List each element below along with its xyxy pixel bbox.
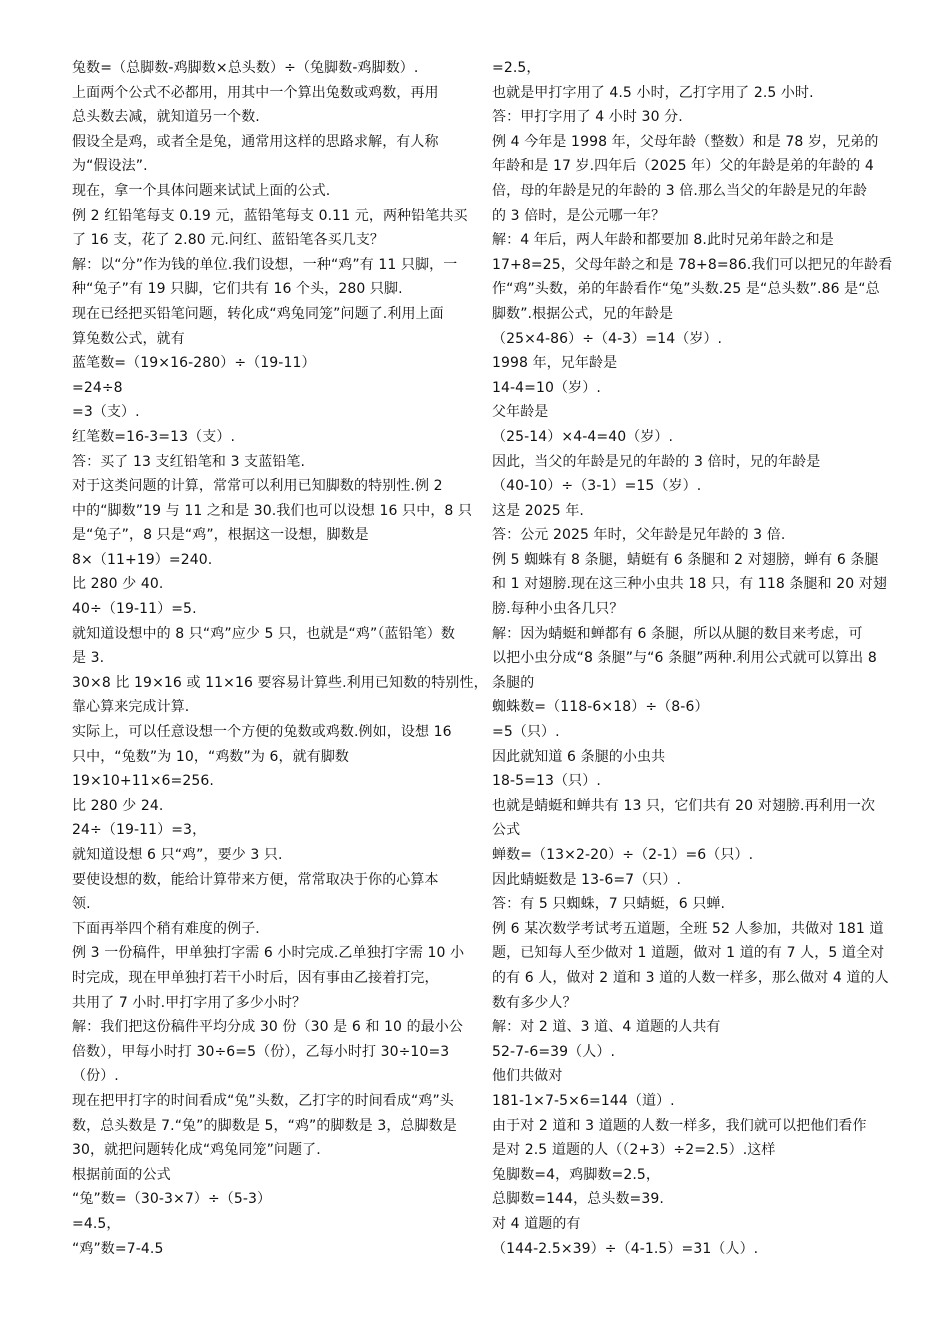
text-line: 答：买了 13 支红铅笔和 3 支蓝铅笔.	[72, 453, 306, 470]
text-line: 蝉数=（13×2-20）÷（2-1）=6（只）.	[492, 847, 754, 863]
left-text-column	[72, 56, 488, 1261]
text-line: 解：4 年后，两人年龄和都要加 8.此时兄弟年龄之和是	[492, 232, 834, 249]
text-line: 现在把甲打字的时间看成“兔”头数，乙打字的时间看成“鸡”头	[72, 1092, 454, 1109]
text-line: 共用了 7 小时.甲打字用了多少小时？	[72, 994, 307, 1011]
text-line: 的 3 倍时，是公元哪一年？	[492, 207, 666, 224]
text-line: 公式	[492, 822, 521, 839]
text-line: （25-14）×4-4=40（岁）.	[492, 428, 674, 445]
text-line: 例 2 红铅笔每支 0.19 元，蓝铅笔每支 0.11 元，两种铅笔共买	[72, 207, 468, 224]
text-line: 红笔数=16-3=13（支）.	[72, 428, 235, 445]
text-line: 和 1 对翅膀.现在这三种小虫共 18 只，有 118 条腿和 20 对翅	[492, 576, 888, 593]
right-text-column	[492, 56, 893, 1261]
text-line: 因此就知道 6 条腿的小虫共	[492, 748, 666, 765]
text-line: 膀.每种小虫各几只？	[492, 601, 624, 618]
text-line: 对于这类问题的计算，常常可以利用已知脚数的特别性.例 2	[72, 478, 443, 495]
text-line: 实际上，可以任意设想一个方便的兔数或鸡数.例如，设想 16	[72, 724, 452, 741]
text-line: 假设全是鸡，或者全是兔，通常用这样的思路求解，有人称	[72, 133, 439, 150]
text-line: 是“兔子”，8 只是“鸡”，根据这一设想，脚数是	[72, 527, 369, 544]
text-line: 比 280 少 40.	[72, 576, 164, 593]
text-line: 是对 2.5 道题的人（（2+3）÷2=2.5）.这样	[492, 1142, 776, 1159]
text-line: 兔脚数=4，鸡脚数=2.5，	[492, 1166, 661, 1183]
text-line: 8×（11+19）=240.	[72, 551, 213, 568]
text-line: 上面两个公式不必都用，用其中一个算出兔数或鸡数，再用	[72, 84, 439, 101]
text-line: 中的“脚数”19 与 11 之和是 30.我们也可以设想 16 只中，8 只	[72, 502, 473, 519]
text-line: 解：我们把这份稿件平均分成 30 份（30 是 6 和 10 的最小公	[72, 1019, 464, 1036]
text-line: 以把小虫分成“8 条腿”与“6 条腿”两种.利用公式就可以算出 8	[492, 650, 877, 667]
text-line: 为“假设法”.	[72, 158, 148, 175]
text-line: 因此，当父的年龄是兄的年龄的 3 倍时，兄的年龄是	[492, 453, 821, 470]
text-line: 181-1×7-5×6=144（道）.	[492, 1092, 675, 1109]
text-line: “鸡”数=7-4.5	[72, 1240, 164, 1257]
text-line: 例 5 蜘蛛有 8 条腿，蜻蜓有 6 条腿和 2 对翅膀，蝉有 6 条腿	[492, 551, 879, 568]
text-line: 也就是蜻蜓和蝉共有 13 只，它们共有 20 对翅膀.再利用一次	[492, 797, 876, 814]
text-line: 40÷（19-11）=5.	[72, 601, 197, 618]
text-line: 脚数”.根据公式，兄的年龄是	[492, 305, 674, 322]
text-line: 兔数=（总脚数-鸡脚数×总头数）÷（兔脚数-鸡脚数）.	[72, 60, 419, 76]
text-line: 例 3 一份稿件，甲单独打字需 6 小时完成.乙单独打字需 10 小	[72, 945, 465, 962]
text-line: 例 4 今年是 1998 年，父母年龄（整数）和是 78 岁，兄弟的	[492, 133, 879, 150]
text-line: 这是 2025 年.	[492, 502, 584, 519]
text-line: 解：因为蜻蜓和蝉都有 6 条腿，所以从腿的数目来考虑，可	[492, 625, 863, 642]
text-line: 总脚数=144，总头数=39.	[492, 1191, 664, 1208]
text-line: 就知道设想 6 只“鸡”，要少 3 只.	[72, 847, 283, 863]
text-line: （份）.	[72, 1068, 119, 1085]
text-line: 18-5=13（只）.	[492, 773, 601, 790]
text-line: 17+8=25，父母年龄之和是 78+8=86.我们可以把兄的年龄看	[492, 256, 893, 273]
text-line: 蜘蛛数=（118-6×18）÷（8-6）	[492, 699, 709, 716]
text-line: 由于对 2 道和 3 道题的人数一样多，我们就可以把他们看作	[492, 1117, 867, 1134]
text-line: 了 16 支，花了 2.80 元.问红、蓝铅笔各买几支？	[72, 232, 385, 249]
text-line: 他们共做对	[492, 1068, 563, 1085]
text-line: 现在已经把买铅笔问题，转化成“鸡兔同笼”问题了.利用上面	[72, 305, 444, 322]
text-line: 题，已知每人至少做对 1 道题，做对 1 道的有 7 人，5 道全对	[492, 945, 885, 962]
text-line: 靠心算来完成计算.	[72, 699, 190, 716]
text-line: 种“兔子”有 19 只脚，它们共有 16 个头，280 只脚.	[72, 281, 403, 298]
text-line: 52-7-6=39（人）.	[492, 1043, 616, 1060]
text-line: 总头数去减，就知道另一个数.	[72, 109, 260, 126]
text-line: 对 4 道题的有	[492, 1215, 581, 1232]
text-line: 是 3.	[72, 650, 105, 667]
text-line: 领.	[72, 896, 91, 913]
text-line: 的有 6 人，做对 2 道和 3 道的人数一样多，那么做对 4 道的人	[492, 969, 889, 986]
text-line: =2.5，	[492, 60, 541, 76]
text-line: 算兔数公式，就有	[72, 330, 185, 347]
text-line: 年龄和是 17 岁.四年后（2025 年）父的年龄是弟的年龄的 4	[492, 158, 874, 175]
text-line: 下面再举四个稍有难度的例子.	[72, 920, 260, 937]
text-line: 答：有 5 只蜘蛛，7 只蜻蜓，6 只蝉.	[492, 896, 726, 913]
text-line: =24÷8	[72, 379, 123, 396]
text-line: 解：以“分”作为钱的单位.我们设想，一种“鸡”有 11 只脚，一	[72, 256, 458, 273]
text-line: 蓝笔数=（19×16-280）÷（19-11）	[72, 355, 316, 372]
text-line: 倍，母的年龄是兄的年龄的 3 倍.那么当父的年龄是兄的年龄	[492, 182, 868, 199]
text-line: 比 280 少 24.	[72, 797, 164, 814]
text-line: （40-10）÷（3-1）=15（岁）.	[492, 478, 702, 495]
text-line: 父年龄是	[492, 404, 549, 421]
text-line: 答：公元 2025 年时，父年龄是兄年龄的 3 倍.	[492, 527, 786, 544]
text-line: 数，总头数是 7.“兔”的脚数是 5，“鸡”的脚数是 3，总脚数是	[72, 1117, 457, 1134]
text-line: 24÷（19-11）=3，	[72, 822, 207, 839]
text-line: 时完成，现在甲单独打若干小时后，因有事由乙接着打完，	[72, 969, 439, 986]
text-line: 因此蜻蜓数是 13-6=7（只）.	[492, 871, 682, 888]
text-line: 数有多少人？	[492, 994, 577, 1011]
text-line: 只中，“兔数”为 10，“鸡数”为 6，就有脚数	[72, 748, 350, 765]
text-line: 根据前面的公式	[72, 1166, 171, 1183]
text-line: =5（只）.	[492, 724, 560, 741]
text-line: =4.5，	[72, 1215, 121, 1232]
text-line: 1998 年，兄年龄是	[492, 355, 618, 372]
text-line: 14-4=10（岁）.	[492, 379, 601, 396]
text-line: 19×10+11×6=256.	[72, 773, 214, 790]
text-line: 30，就把问题转化成“鸡兔同笼”问题了.	[72, 1142, 321, 1159]
text-line: （144-2.5×39）÷（4-1.5）=31（人）.	[492, 1240, 759, 1257]
text-line: 要使设想的数，能给计算带来方便，常常取决于你的心算本	[72, 871, 439, 888]
text-line: 作“鸡”头数，弟的年龄看作“兔”头数.25 是“总头数”.86 是“总	[492, 281, 880, 298]
text-line: 条腿的	[492, 674, 535, 691]
text-line: “兔”数=（30-3×7）÷（5-3）	[72, 1191, 272, 1208]
text-line: 也就是甲打字用了 4.5 小时，乙打字用了 2.5 小时.	[492, 84, 814, 101]
text-line: 答：甲打字用了 4 小时 30 分.	[492, 109, 683, 126]
text-line: 解：对 2 道、3 道、4 道题的人共有	[492, 1019, 721, 1036]
text-line: 例 6 某次数学考试考五道题，全班 52 人参加，共做对 181 道	[492, 920, 884, 937]
text-line: =3（支）.	[72, 404, 140, 421]
text-line: 就知道设想中的 8 只“鸡”应少 5 只，也就是“鸡”（蓝铅笔）数	[72, 625, 455, 642]
text-line: 30×8 比 19×16 或 11×16 要容易计算些.利用已知数的特别性，	[72, 674, 488, 691]
text-line: 倍数），甲每小时打 30÷6=5（份），乙每小时打 30÷10=3	[72, 1043, 450, 1060]
text-line: 现在，拿一个具体问题来试试上面的公式.	[72, 182, 331, 199]
text-line: （25×4-86）÷（4-3）=14（岁）.	[492, 330, 723, 347]
